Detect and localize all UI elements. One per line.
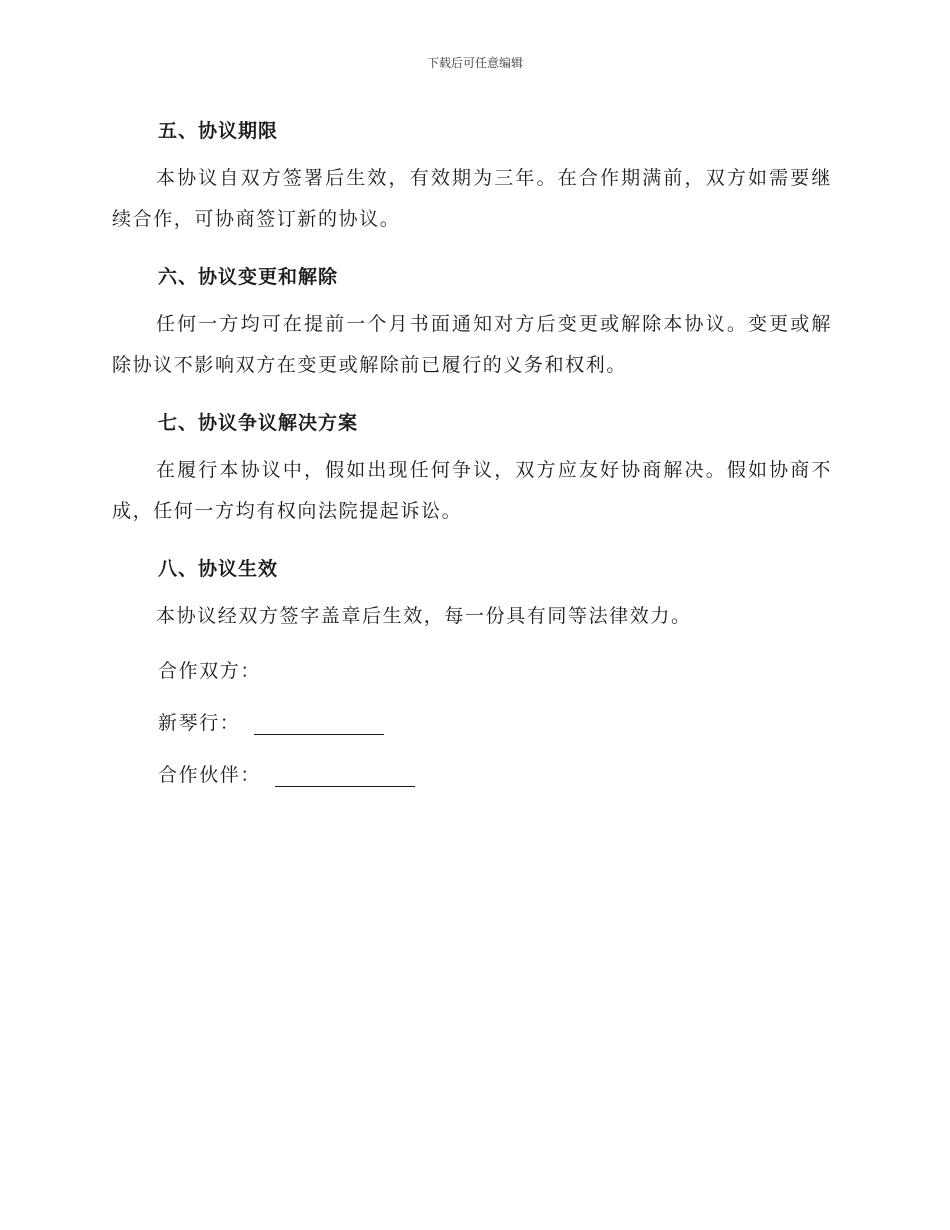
section-heading-dispute: 七、协议争议解决方案: [158, 412, 359, 434]
section-heading-effect: 八、协议生效: [158, 558, 279, 580]
section-body-change: 任何一方均可在提前一个月书面通知对方后变更或解除本协议。变更或解除协议不影响双方在变更或解除前已履行的义务和权利。: [112, 313, 832, 376]
party-a-signature: [158, 708, 384, 735]
section-heading-term: 五、协议期限: [158, 120, 279, 142]
section-body-term: 本协议自双方签署后生效，有效期为三年。在合作期满前，双方如需要继续合作，可协商签订新的协议。: [112, 167, 832, 230]
section-heading-change: 六、协议变更和解除: [158, 266, 339, 288]
party-a-label: 新琴行：: [158, 712, 241, 734]
party-b-signature: [158, 760, 415, 787]
party-a-signature-line: [254, 714, 384, 735]
section-body-effect: 本协议经双方签字盖章后生效，每一份具有同等法律效力。: [156, 605, 692, 627]
parties-label: 合作双方：: [158, 660, 262, 682]
section-body-dispute: 在履行本协议中，假如出现任何争议，双方应友好协商解决。假如协商不成，任何一方均有权向法院提起诉讼。: [112, 459, 832, 522]
party-b-signature-line: [275, 766, 415, 787]
page-header: 下载后可任意编辑: [426, 56, 523, 70]
party-b-label: 合作伙伴：: [158, 764, 262, 786]
